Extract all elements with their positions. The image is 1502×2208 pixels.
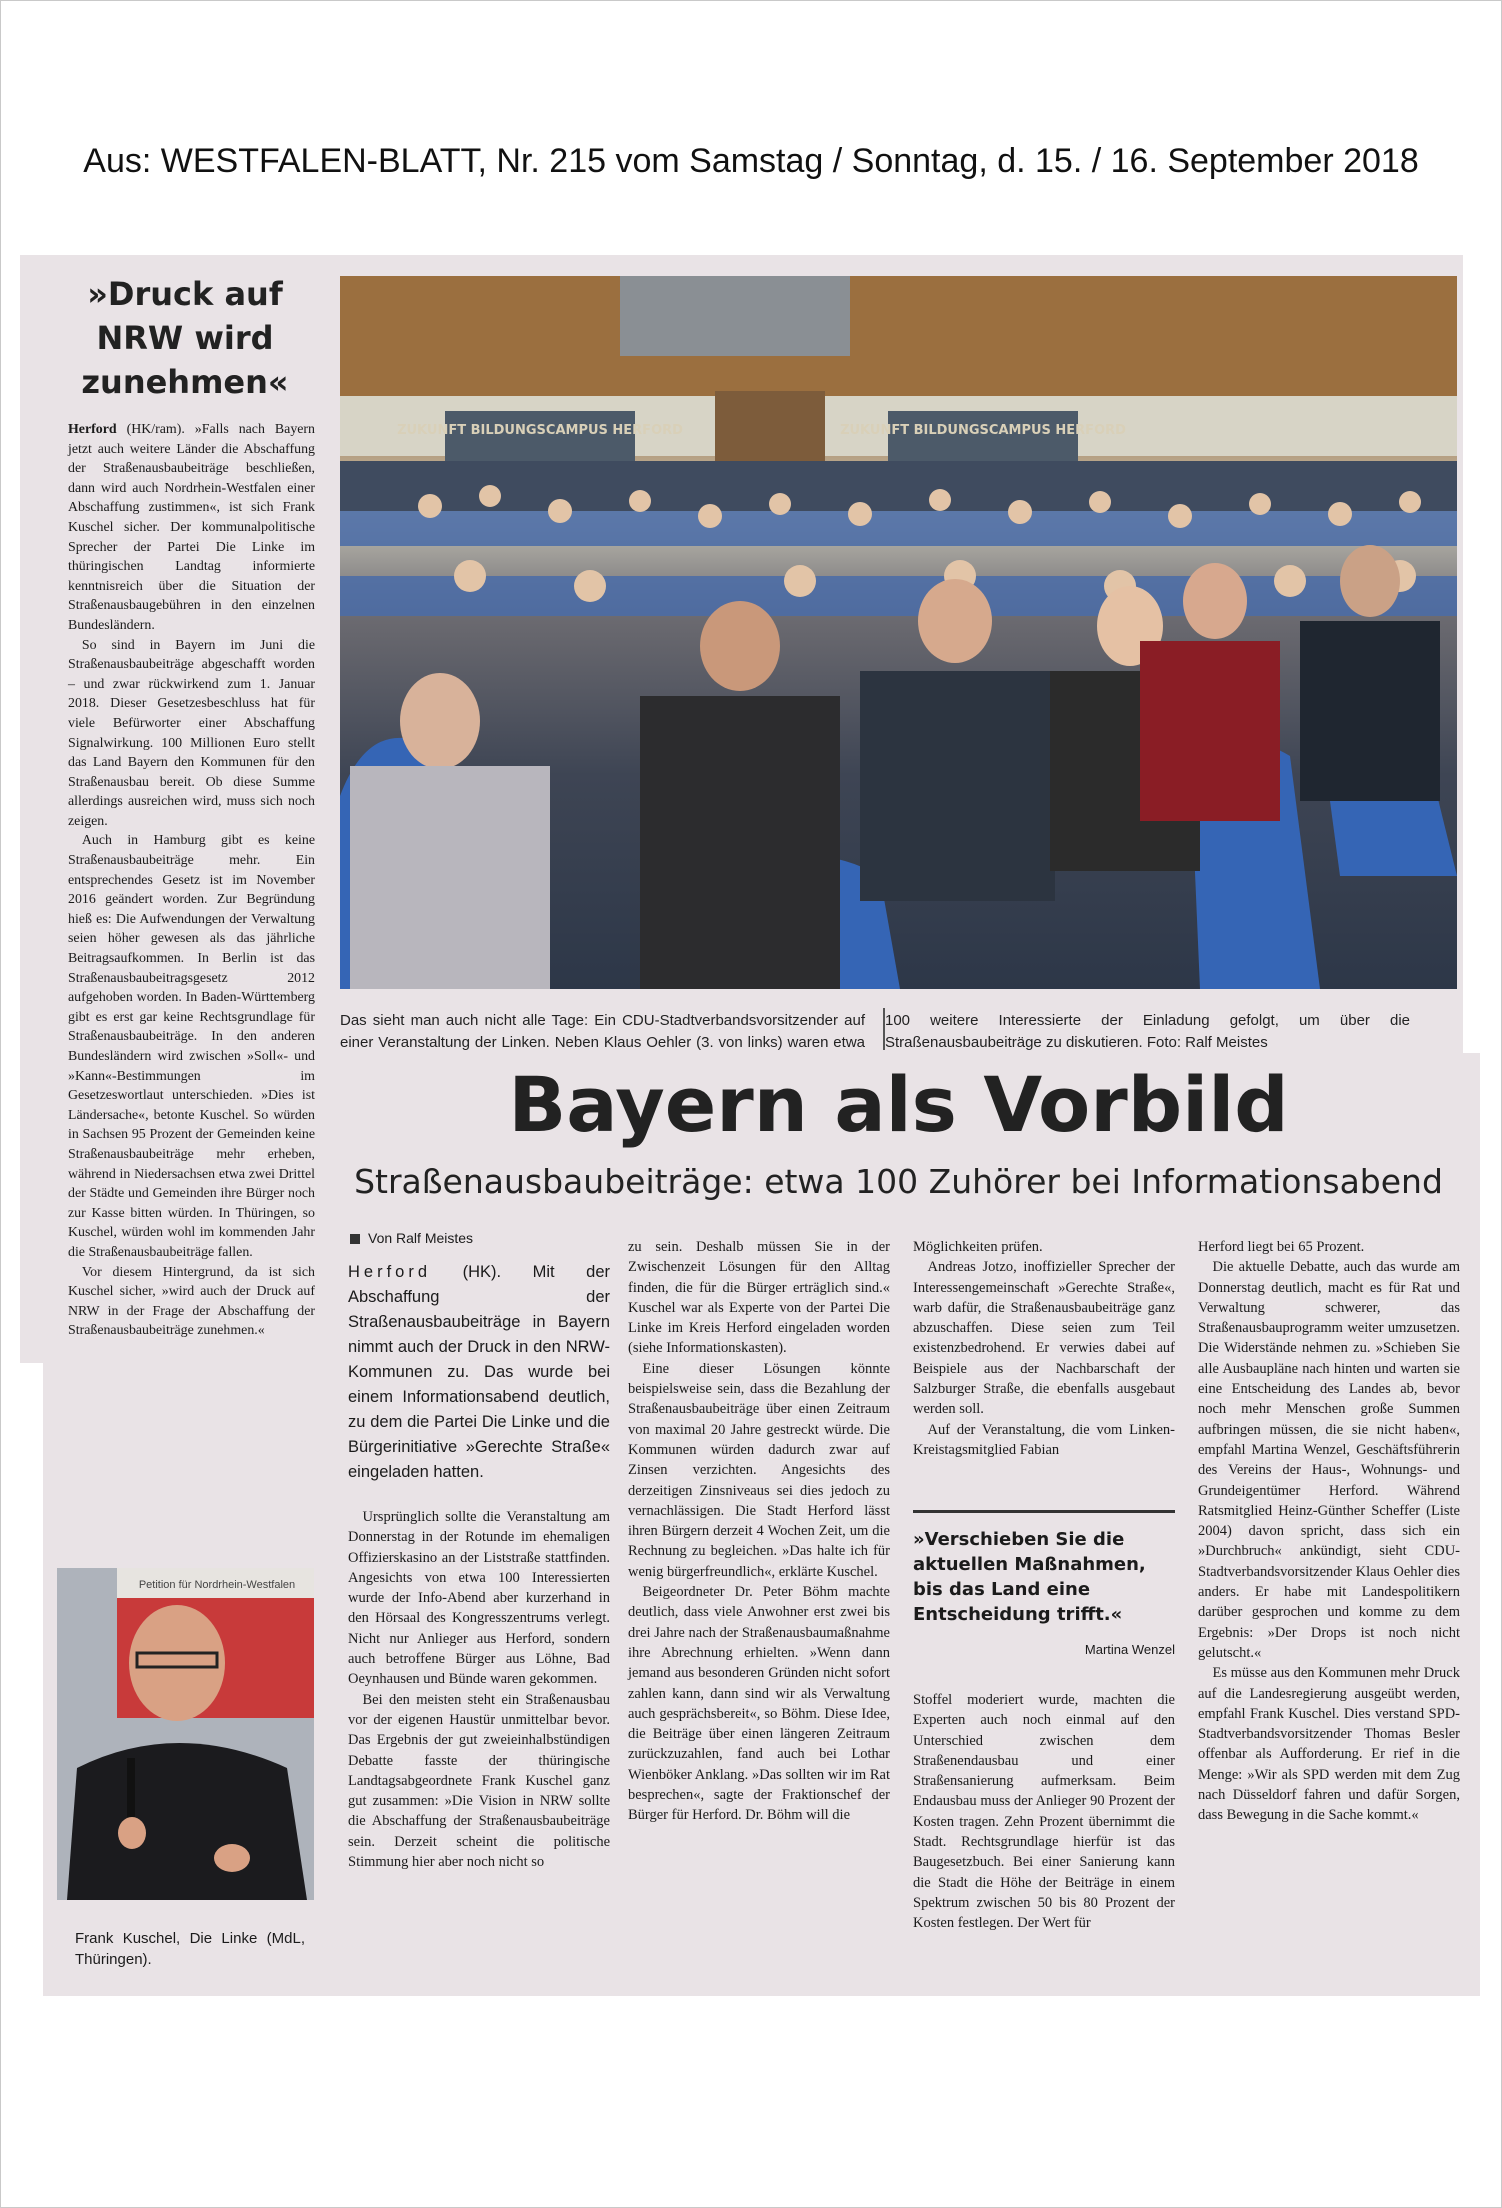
portrait-caption: Frank Kuschel, Die Linke (MdL, Thüringen). (75, 1930, 305, 1968)
article-column-2 (628, 1237, 890, 1826)
article-column-3-top (913, 1237, 1175, 1460)
byline-marker (350, 1234, 360, 1244)
sidebar-paragraph: Vor diesem Hintergrund, da ist sich Kuschel sicher, »wird auch der Druck auf NRW in der Frage der Abschaffung der Straßenausbaubeiträge zunehmen.« (68, 1264, 315, 1339)
article-column-4 (1198, 1237, 1460, 1826)
byline: Von Ralf Meistes (350, 1230, 473, 1246)
article-paragraph: Beigeordneter Dr. Peter Böhm machte deutlich, dass viele Anwohner erst zwei bis drei Jahre nach der Straßenausbaumaßnahme ihre Abrechnung erhielten. »Wenn dann jemand aus besonderen Gründen nicht sofort zahlen kann, dann sind wir als Verwaltung auch gesprächsbereit«, so Böhm. Diese Idee, die Beiträge über einen längeren Zeitraum zurückzuzahlen, fand auch bei Lothar Wienböker Anklang. »Das sollten wir im Rat besprechen«, sagte der Fraktionschef der Bürger für Herford. Dr. Böhm will die (628, 1584, 890, 1824)
article-paragraph: Es müsse aus den Kommunen mehr Druck auf die Landesregierung ausgeübt werden, empfahl Frank Kuschel. Dies verstand SPD-Stadtverbandsvorsitzender Thomas Besler offenbar als Aufforderung. Er rief in die Menge: »Wir als SPD werden mit dem Zug nach Düsseldorf fahren und dafür Sorgen, dass Bewegung in die Sache kommt.« (1198, 1665, 1460, 1824)
portrait-drawing (57, 1568, 314, 1900)
article-paragraph: Stoffel moderiert wurde, machten die Experten auch noch einmal auf den Unterschied zwischen dem Straßenendausbau und einer Straßensanierung aufmerksam. Beim Endausbau muss der Anlieger 90 Prozent der Kosten tragen. Zehn Prozent übernimmt die Stadt. Rechtsgrundlage hierfür ist das Baugesetzbuch. Bei einer Sanierung kann die Stadt die Höhe der Beiträge in einem Spektrum zwischen 50 bis 80 Prozent der Kosten festlegen. Der Wert für (913, 1692, 1175, 1932)
photo-caption-part1: Das sieht man auch nicht alle Tage: Ein CDU-Stadtverbandsvorsitzender auf einer Veranstaltung der Linken. Neben Klaus Oehler (3. von (340, 1012, 865, 1051)
sidebar-paragraph: Herford (HK/ram). »Falls nach Bayern jetzt auch weitere Länder die Abschaffung der Straßenausbaubeiträge beschließen, dann wird auch Nordrhein-Westfalen einer Abschaffung zustimmen«, ist sich Frank Kuschel sicher. Der kommunalpolitische Sprecher der Partei Die Linke im thüringischen Landtag informierte kenntnisreich über die Situation der Straßenausbaugebühren in den einzelnen Bundesländern. (68, 422, 315, 633)
audience-photo (340, 276, 1457, 989)
sidebar-paragraph: Auch in Hamburg gibt es keine Straßenausbaubeiträge mehr. Ein entsprechendes Gesetz ist im November 2016 geändert worden. Zur Begründung hieß es: Die Aufwendungen der Verwaltung seien höher gewesen als das jährliche Beitragsaufkommen. In Berlin ist das Straßenausbaubeitragsgesetz 2012 aufgehoben worden. In Baden-Württemberg gibt es erst gar keine Rechtsgrundlage für Straßenausbaubeiträge. In den anderen Bundesländern wird zwischen »Soll«- und »Kann«-Bestimmungen im Gesetzeswortlaut unterschieden. »Dies ist Ländersache«, betonte Kuschel. So würden in Sachsen 95 Prozent der Gemeinden keine Straßenausbaubeiträge mehr erheben, während in Niedersachsen etwa zwei Drittel der Städte und Gemeinden ihre Bürger noch zur Kasse bitten würden. In Thüringen, so Kuschel, würden wohl im kommenden Jahr die Straßenausbaubeiträge fallen. (68, 833, 315, 1260)
article-paragraph: Auf der Veranstaltung, die vom Linken-Kreistagsmitglied Fabian (913, 1421, 1175, 1458)
pull-quote-author: Martina Wenzel (1084, 1642, 1175, 1657)
article-paragraph: Eine dieser Lösungen könnte beispielsweise sein, dass die Bezahlung der Straßenausbaubeiträge über einen Zeitraum von maximal 20 Jahre gestreckt würde. Die Kommunen würden dadurch zwar auf Zinsen verzichten. Angesichts des derzeitigen Zinsniveaus sei dies jedoch zu vernachlässigen. Die Stadt Herford lässt ihren Bürgern derzeit 4 Wochen Zeit, um die Rechnung zu begleichen. »Das halte ich für wenig bürgerfreundlich«, erklärte Kuschel. (628, 1360, 890, 1580)
source-line: Aus: WESTFALEN-BLATT, Nr. 215 vom Samstag / Sonntag, d. 15. / 16. September 2018 (83, 142, 1419, 180)
article-paragraph: zu sein. Deshalb müssen Sie in der Zwischenzeit Lösungen für den Alltag finden, die für die Bürger erträglich sind.« Kuschel war als Experte von der Partei Die Linke im Kreis Herford eingeladen worden (siehe Informationskasten). (628, 1239, 890, 1357)
article-column-3-bottom (913, 1690, 1175, 1934)
photo-caption (340, 1010, 1410, 1054)
pull-quote: »Verschieben Sie die aktuellen Maßnahmen, bis das Land eine Entscheidung trifft.« (913, 1510, 1175, 1627)
newspaper-clipping-strip (20, 1053, 44, 1363)
article-paragraph: Herford liegt bei 65 Prozent. (1198, 1239, 1365, 1255)
sidebar-place: Herford (68, 422, 117, 437)
article-paragraph: Andreas Jotzo, inoffizieller Sprecher der Interessengemeinschaft »Gerechte Straße«, warb dafür, die Straßenausbaubeiträge ganz abzuschaffen. Diese seien zum Teil existenzbedrohend. Er verwies dabei auf Beispiele aus der Nachbarschaft der Salzburger Straße, die ebenfalls ausgebaut werden soll. (913, 1259, 1175, 1418)
caption-divider (883, 1008, 885, 1050)
sidebar-article-body (68, 420, 315, 1341)
portrait-photo (57, 1568, 314, 1900)
article-paragraph: Möglichkeiten prüfen. (913, 1239, 1043, 1255)
sidebar-paragraph: So sind in Bayern im Juni die Straßenausbaubeiträge abgeschafft worden – und zwar rückwirkend zum 1. Januar 2018. Dieser Gesetzesbeschluss hat für viele Befürworter einer Abschaffung Signalwirkung. 100 Millionen Euro stellt das Land Bayern den Kommunen für den Straßenausbau bereit. Ob diese Summe allerdings ausreichen wird, muss sich noch zeigen. (68, 637, 315, 829)
lead-paragraph: Herford (HK). Mit der Abschaffung der Straßenausbaubeiträge in Bayern nimmt auch der Druck in den NRW-Kommunen zu. Das wurde bei einem Informationsabend deutlich, zu dem die Partei Die Linke und die Bürgerinitiative »Gerechte Straße« eingeladen hatten. (348, 1263, 610, 1481)
article-paragraph: Ursprünglich sollte die Veranstaltung am Donnerstag in der Rotunde im ehemaligen Offizierskasino an der Liststraße stattfinden. Angesichts von etwa 100 Interessierten wurde der Info-Abend aber kurzerhand in den Hörsaal des Kongresszentrums verlegt. Nicht nur Anlieger aus Herford, sondern auch betroffene Bürger aus Löhne, Bad Oeynhausen und Bünde waren gekommen. (348, 1509, 610, 1688)
portrait-banner-text: Petition für Nordrhein-Westfalen (138, 1579, 296, 1591)
photo-banner-left: ZUKUNFT BILDUNGSCAMPUS HERFORD (397, 423, 683, 438)
photo-banner-right: ZUKUNFT BILDUNGSCAMPUS HERFORD (840, 423, 1126, 438)
article-paragraph: Bei den meisten steht ein Straßenausbau vor der eigenen Haustür unmittelbar bevor. Das Ergebnis der gut zweieinhalbstündigen Debatte fasste der thüringische Landtagsabgeordnete Frank Kuschel ganz gut zusammen: »Die Vision in NRW sollte die Abschaffung der Straßenausbaubeiträge sein. Derzeit scheint die politische Stimmung hier aber noch nicht so (348, 1691, 610, 1871)
article-column-1 (348, 1260, 610, 1872)
main-headline: Bayern als Vorbild (508, 1060, 1289, 1149)
article-paragraph: Die aktuelle Debatte, auch das wurde am Donnerstag deutlich, macht es für Rat und Verwaltung schwerer, das Straßenausbauprogramm weiter umzusetzen. Die Widerstände nehmen zu. »Schieben Sie alle Ausbaupläne nach hinten und warten sie eine Entscheidung des Landes ab, bevor noch mehr Menschen große Summen aufbringen müssen, die sie nicht haben«, empfahl Martina Wenzel, Geschäftsführerin des Vereins der Haus-, Wohnungs- und Grundeigentümer Herford. Während Ratsmitglied Heinz-Günther Scheffer (Liste 2004) davon spricht, dass sich ein »Durchbruch« ankündigt, sieht CDU-Stadtverbandsvorsitzender Klaus Oehler dies anders. Er habe mit Landespolitikern darüber gesprochen und komme zu dem Ergebnis: »Der Drops ist noch nicht gelutscht.« (1198, 1259, 1460, 1661)
lead-place: Herford (348, 1263, 432, 1281)
photo-caption-part2: links) waren etwa 100 weitere Interessierte der Einladung gefolgt, um über die Straßenausbaubeiträge zu diskutieren. Foto: Ralf Meistes (747, 1012, 1410, 1051)
sidebar-headline: »Druck auf NRW wird zunehmen« (81, 275, 289, 401)
sub-headline: Straßenausbaubeiträge: etwa 100 Zuhörer bei Informationsabend (354, 1162, 1443, 1201)
audience-photo-drawing (340, 276, 1457, 989)
